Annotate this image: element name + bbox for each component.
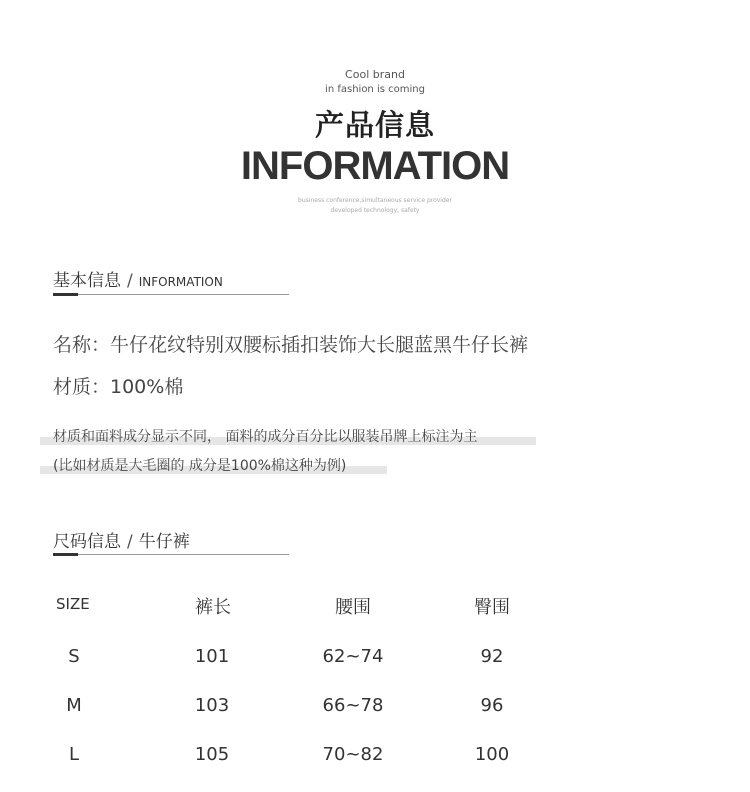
basic-info-accent [53, 293, 78, 296]
page-title-cn: 产品信息 [314, 108, 435, 142]
size-info-heading-sub: 牛仔裤 [138, 532, 190, 552]
size-info-heading-cn: 尺码信息 [53, 532, 121, 552]
product-material: 材质：100%棉 [53, 376, 184, 398]
basic-info-heading-en: INFORMATION [138, 275, 223, 289]
table-cell-size: L [68, 744, 80, 765]
size-info-heading [53, 527, 190, 552]
col-header-length: 裤长 [195, 597, 231, 618]
page-title-en: INFORMATION [240, 144, 510, 188]
col-header-hip: 臀围 [474, 597, 510, 618]
table-cell-waist: 62~74 [322, 646, 384, 667]
basic-info-heading [53, 266, 223, 291]
material-note-1: 材质和面料成分显示不同， 面料的成分百分比以服装吊牌上标注为主 [53, 429, 478, 445]
table-cell-size: M [66, 695, 82, 716]
col-header-waist: 腰围 [335, 597, 371, 618]
table-cell-length: 103 [194, 695, 230, 716]
table-cell-hip: 100 [474, 744, 510, 765]
table-cell-size: S [68, 646, 80, 667]
size-info-divider [53, 554, 289, 555]
basic-info-divider [53, 294, 289, 295]
brand-line-2: in fashion is coming [325, 84, 425, 95]
product-name: 名称：牛仔花纹特别双腰标插扣装饰大长腿蓝黑牛仔长裤 [53, 334, 529, 356]
tagline-2: developed technology, safety [330, 207, 420, 214]
table-cell-waist: 70~82 [322, 744, 384, 765]
table-cell-hip: 92 [480, 646, 504, 667]
heading-separator: / [127, 271, 133, 291]
heading-separator: / [127, 532, 133, 552]
basic-info-heading-cn: 基本信息 [53, 271, 121, 291]
size-info-accent [53, 553, 78, 556]
table-cell-length: 105 [194, 744, 230, 765]
table-cell-length: 101 [194, 646, 230, 667]
table-cell-waist: 66~78 [322, 695, 384, 716]
brand-line-1: Cool brand [345, 68, 405, 81]
tagline-1: business conference,simultaneous service provider [298, 197, 452, 204]
material-note-2: (比如材质是大毛圈的 成分是100%棉这种为例) [53, 458, 347, 474]
col-header-size: SIZE [56, 595, 90, 613]
table-cell-hip: 96 [480, 695, 504, 716]
